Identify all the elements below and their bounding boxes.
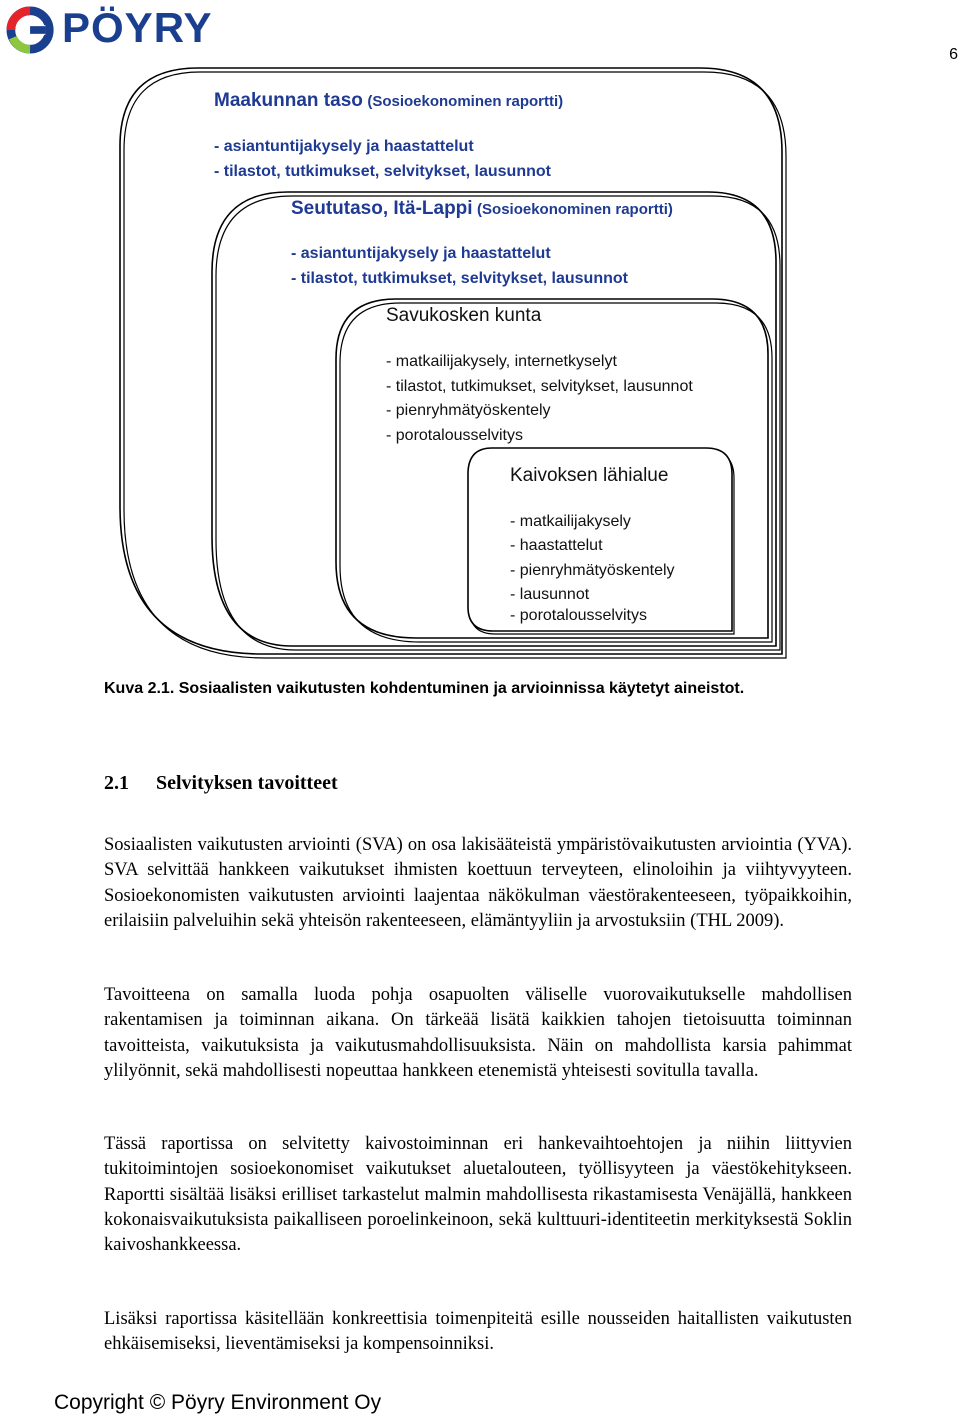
nested-levels-diagram: [0, 60, 960, 660]
level4-title: Kaivoksen lähialue: [510, 465, 669, 486]
level3-title: Savukosken kunta: [386, 305, 542, 326]
body-paragraph: Tavoitteena on samalla luoda pohja osapuolten väliselle vuorovaikutukselle mahdollisen rakentamisen ja toiminnan aikana. On tärkeää lisätä kaikkien tahojen tietoisuutta toiminnan tavoitteista, vaikutuksista ja vaikutusmahdollisuuksista. Näin on mahdollista karsia pahimmat ylilyönnit, sekä mahdollisesti nopeuttaa hankkeen etenemistä yhteisesti sovitulla tavalla.: [104, 985, 852, 1081]
section-title: Selvityksen tavoitteet: [156, 772, 338, 794]
level2-title: Seututaso, Itä-Lappi: [291, 198, 473, 219]
level4-item: - matkailijakysely: [510, 513, 631, 530]
level3-item: - porotalousselvitys: [386, 427, 523, 444]
level1-title: Maakunnan taso: [214, 90, 363, 111]
level2-heading: [291, 198, 673, 220]
level1-item: - tilastot, tutkimukset, selvitykset, lausunnot: [214, 163, 551, 180]
level2-subtitle: (Sosioekonominen raportti): [477, 201, 673, 218]
level3-item: - matkailijakysely, internetkyselyt: [386, 353, 617, 370]
body-paragraph: Sosiaalisten vaikutusten arviointi (SVA) on osa lakisääteistä ympäristövaikutusten arviointia (YVA). SVA selvittää hankkeen vaikutukset ihmisten koettuun terveyteen, elinoloihin ja viihtyvyyteen. Sosioekonomisten vaikutusten arviointi laajentaa näkökulman väestörakenteeseen, työpaikkoihin, erilaisiin palveluihin sekä yhteisön rakenteeseen, elämäntyyliin ja arvostuksiin (THL 2009).: [104, 835, 852, 931]
figure-caption: Kuva 2.1. Sosiaalisten vaikutusten kohdentuminen ja arvioinnissa käytetyt aineistot.: [104, 680, 745, 697]
body-paragraph: Tässä raportissa on selvitetty kaivostoiminnan eri hankevaihtoehtojen ja niihin liittyvien tukitoimintojen sosioekonomiset vaikutukset aluetalouteen, työllisyyteen ja väestökehitykseen. Raportti sisältää lisäksi erilliset tarkastelut malmin mahdollisesta rikastamisesta Venäjällä, hankkeen kokonaisvaikutuksista paikalliseen poroelinkeinoon, sekä kulttuuri-identiteetin merkityksestä Soklin kaivoshankkeessa.: [104, 1134, 852, 1256]
level1-heading: [214, 90, 563, 112]
level3-item: - pienryhmätyöskentely: [386, 402, 551, 419]
level2-item: - asiantuntijakysely ja haastattelut: [291, 245, 551, 262]
page-number: 6: [949, 46, 958, 63]
poyry-swirl-logo-icon: [4, 6, 60, 54]
brand-logo-text: PÖYRY: [62, 4, 213, 51]
level4-item: - pienryhmätyöskentely: [510, 562, 675, 579]
level4-item: - lausunnot: [510, 586, 590, 603]
level3-item: - tilastot, tutkimukset, selvitykset, lausunnot: [386, 378, 693, 395]
level4-item: - porotalousselvitys: [510, 607, 647, 624]
level4-item: - haastattelut: [510, 537, 603, 554]
section-heading: [104, 772, 338, 795]
section-number: 2.1: [104, 772, 129, 794]
level1-item: - asiantuntijakysely ja haastattelut: [214, 138, 474, 155]
level1-subtitle: (Sosioekonominen raportti): [367, 93, 564, 110]
body-paragraph: Lisäksi raportissa käsitellään konkreettisia toimenpiteitä esille nousseiden haitallisten vaikutusten ehkäisemiseksi, lieventämiseksi ja kompensoinniksi.: [104, 1309, 852, 1355]
level2-item: - tilastot, tutkimukset, selvitykset, lausunnot: [291, 270, 628, 287]
copyright-footer: Copyright © Pöyry Environment Oy: [54, 1391, 382, 1414]
